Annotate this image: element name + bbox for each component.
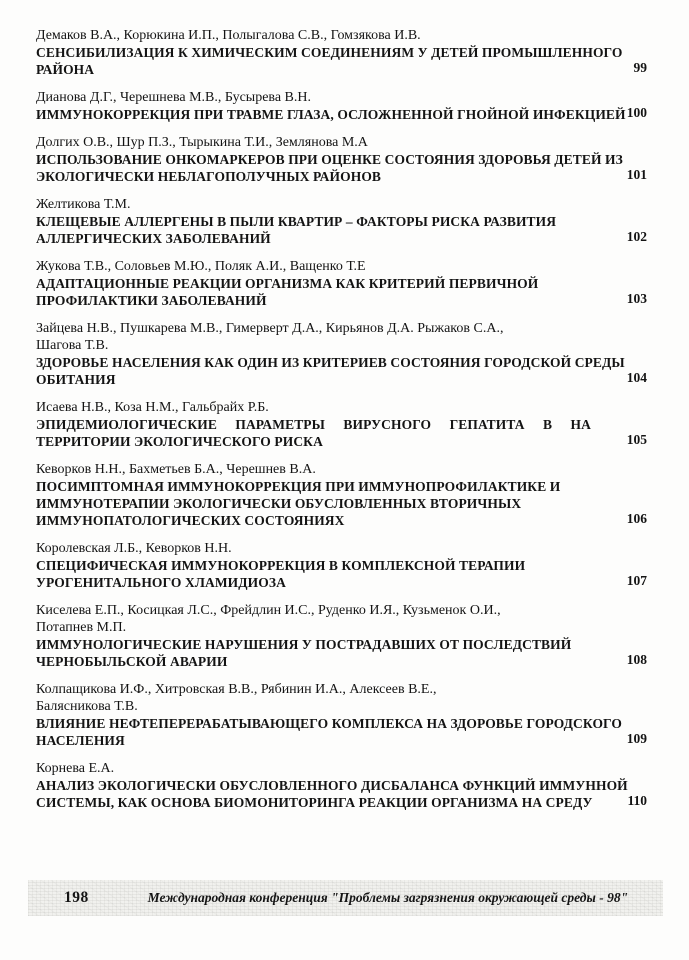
entry-authors-line: Демаков В.А., Корюкина И.П., Полыгалова С.В., Гомзякова И.В. xyxy=(36,28,421,43)
entry-authors-line: Колпащикова И.Ф., Хитровская В.В., Рябинин И.А., Алексеев В.Е., xyxy=(36,682,437,697)
entry-page-number: 110 xyxy=(627,793,647,808)
footer-conference-title: Международная конференция "Проблемы загрязнения окружающей среды - 98" xyxy=(147,890,629,905)
entry-text-block xyxy=(36,461,603,529)
entry-text-block xyxy=(36,681,623,749)
entry-page-number: 106 xyxy=(626,511,647,526)
toc-entry xyxy=(36,196,647,247)
entry-title-line: ИММУНОКОРРЕКЦИЯ ПРИ ТРАВМЕ ГЛАЗА, ОСЛОЖНЕННОЙ ГНОЙНОЙ ИНФЕКЦИЕЙ xyxy=(36,107,626,122)
entry-page-number: 104 xyxy=(626,370,647,385)
entry-title-line: СИСТЕМЫ, КАК ОСНОВА БИОМОНИТОРИНГА РЕАКЦИИ ОРГАНИЗМА НА СРЕДУ xyxy=(36,795,593,810)
entry-page-number: 109 xyxy=(626,731,647,746)
entry-text-block xyxy=(36,196,603,247)
entry-page-number: 100 xyxy=(626,105,647,120)
footer-page-number: 198 xyxy=(64,889,89,906)
entry-text-block xyxy=(36,540,603,591)
entry-authors-line: Долгих О.В., Шур П.З., Тырыкина Т.И., Землянова М.А xyxy=(36,135,368,150)
toc-entry xyxy=(36,681,647,749)
entry-title-line: ОБИТАНИЯ xyxy=(36,372,116,387)
entry-authors-line: Потапнев М.П. xyxy=(36,620,127,635)
toc-entry xyxy=(36,258,647,309)
entry-authors-line: Киселева Е.П., Косицкая Л.С., Фрейдлин И.С., Руденко И.Я., Кузьменок О.И., xyxy=(36,603,501,618)
entry-title-line: ИММУНОТЕРАПИИ ЭКОЛОГИЧЕСКИ ОБУСЛОВЛЕННЫХ ВТОРИЧНЫХ xyxy=(36,496,522,511)
entry-title-line: ИСПОЛЬЗОВАНИЕ ОНКОМАРКЕРОВ ПРИ ОЦЕНКЕ СОСТОЯНИЯ ЗДОРОВЬЯ ДЕТЕЙ ИЗ xyxy=(36,152,623,167)
footer-band xyxy=(28,880,663,916)
entry-page-number: 108 xyxy=(626,652,647,667)
toc-list xyxy=(36,27,647,811)
entry-title-line: ЭПИДЕМИОЛОГИЧЕСКИЕ ПАРАМЕТРЫ ВИРУСНОГО ГЕПАТИТА B НА xyxy=(36,417,591,432)
entry-title-line: АЛЛЕРГИЧЕСКИХ ЗАБОЛЕВАНИЙ xyxy=(36,231,271,246)
entry-page-number: 102 xyxy=(626,229,647,244)
entry-authors-line: Желтикова Т.М. xyxy=(36,197,131,212)
entry-text-block xyxy=(36,399,603,450)
entry-title-line: ИММУНОПАТОЛОГИЧЕСКИХ СОСТОЯНИЯХ xyxy=(36,513,345,528)
entry-authors-line: Исаева Н.В., Коза Н.М., Гальбрайх Р.Б. xyxy=(36,400,269,415)
entry-title-line: ЭКОЛОГИЧЕСКИ НЕБЛАГОПОЛУЧНЫХ РАЙОНОВ xyxy=(36,169,382,184)
entry-authors-line: Королевская Л.Б., Кеворков Н.Н. xyxy=(36,541,232,556)
entry-text-block xyxy=(36,27,623,78)
entry-text-block xyxy=(36,134,623,185)
toc-entry xyxy=(36,602,647,670)
entry-page-number: 107 xyxy=(626,573,647,588)
toc-entry xyxy=(36,320,647,388)
toc-entry xyxy=(36,540,647,591)
toc-entry xyxy=(36,27,647,78)
entry-title-line: СПЕЦИФИЧЕСКАЯ ИММУНОКОРРЕКЦИЯ В КОМПЛЕКСНОЙ ТЕРАПИИ xyxy=(36,558,526,573)
entry-page-number: 101 xyxy=(626,167,647,182)
entry-page-number: 105 xyxy=(626,432,647,447)
entry-page-number: 103 xyxy=(626,291,647,306)
entry-title-line: СЕНСИБИЛИЗАЦИЯ К ХИМИЧЕСКИМ СОЕДИНЕНИЯМ У ДЕТЕЙ ПРОМЫШЛЕННОГО xyxy=(36,45,623,60)
entry-authors-line: Шагова Т.В. xyxy=(36,338,109,353)
toc-entry xyxy=(36,760,647,811)
entry-page-number: 99 xyxy=(633,60,647,75)
entry-text-block xyxy=(36,320,625,388)
entry-title-line: ЗДОРОВЬЕ НАСЕЛЕНИЯ КАК ОДИН ИЗ КРИТЕРИЕВ СОСТОЯНИЯ ГОРОДСКОЙ СРЕДЫ xyxy=(36,355,625,370)
entry-text-block xyxy=(36,602,603,670)
entry-title-line: ПРОФИЛАКТИКИ ЗАБОЛЕВАНИЙ xyxy=(36,293,267,308)
entry-title-line: ТЕРРИТОРИИ ЭКОЛОГИЧЕСКОГО РИСКА xyxy=(36,434,323,449)
entry-authors-line: Корнева Е.А. xyxy=(36,761,115,776)
entry-title-line: УРОГЕНИТАЛЬНОГО ХЛАМИДИОЗА xyxy=(36,575,286,590)
entry-text-block xyxy=(36,89,626,123)
entry-authors-line: Жукова Т.В., Соловьев М.Ю., Поляк А.И., Ващенко Т.Е xyxy=(36,259,366,274)
entry-title-line: РАЙОНА xyxy=(36,62,95,77)
entry-authors-line: Балясникова Т.В. xyxy=(36,699,138,714)
entry-authors-line: Зайцева Н.В., Пушкарева М.В., Гимерверт Д.А., Кирьянов Д.А. Рыжаков С.А., xyxy=(36,321,504,336)
entry-text-block xyxy=(36,760,628,811)
entry-title-line: КЛЕЩЕВЫЕ АЛЛЕРГЕНЫ В ПЫЛИ КВАРТИР – ФАКТОРЫ РИСКА РАЗВИТИЯ xyxy=(36,214,557,229)
entry-authors-line: Дианова Д.Г., Черешнева М.В., Бусырева В.Н. xyxy=(36,90,312,105)
entry-title-line: НАСЕЛЕНИЯ xyxy=(36,733,125,748)
entry-text-block xyxy=(36,258,603,309)
toc-entry xyxy=(36,134,647,185)
entry-title-line: ЧЕРНОБЫЛЬСКОЙ АВАРИИ xyxy=(36,654,228,669)
entry-title-line: ИММУНОЛОГИЧЕСКИЕ НАРУШЕНИЯ У ПОСТРАДАВШИХ ОТ ПОСЛЕДСТВИЙ xyxy=(36,637,572,652)
toc-entry xyxy=(36,461,647,529)
toc-entry xyxy=(36,89,647,123)
toc-entry xyxy=(36,399,647,450)
entry-title-line: ВЛИЯНИЕ НЕФТЕПЕРЕРАБАТЫВАЮЩЕГО КОМПЛЕКСА НА ЗДОРОВЬЕ ГОРОДСКОГО xyxy=(36,716,623,731)
entry-title-line: АНАЛИЗ ЭКОЛОГИЧЕСКИ ОБУСЛОВЛЕННОГО ДИСБАЛАНСА ФУНКЦИЙ ИММУННОЙ xyxy=(36,778,628,793)
entry-title-line: АДАПТАЦИОННЫЕ РЕАКЦИИ ОРГАНИЗМА КАК КРИТЕРИЙ ПЕРВИЧНОЙ xyxy=(36,276,539,291)
entry-title-line: ПОСИМПТОМНАЯ ИММУНОКОРРЕКЦИЯ ПРИ ИММУНОПРОФИЛАКТИКЕ И xyxy=(36,479,561,494)
entry-authors-line: Кеворков Н.Н., Бахметьев Б.А., Черешнев В.А. xyxy=(36,462,316,477)
